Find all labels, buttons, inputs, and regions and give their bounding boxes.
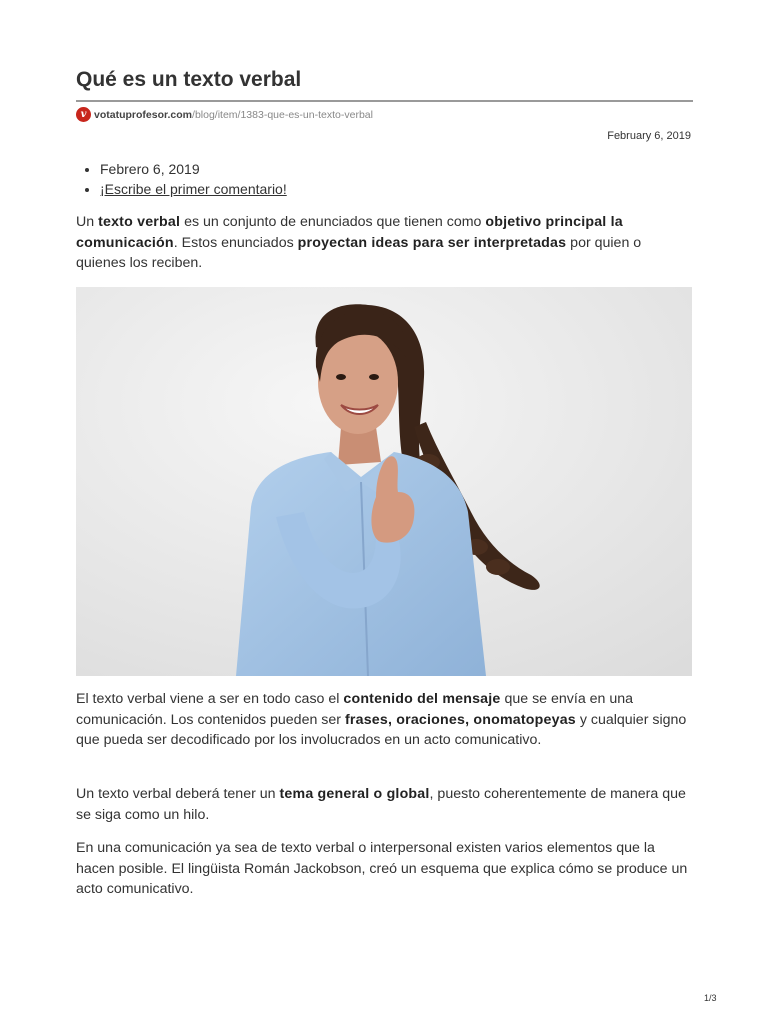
intro-paragraph: [76, 212, 693, 274]
title-divider: [76, 100, 693, 102]
bold-text: objetivo principal la comunicación: [76, 214, 623, 251]
site-logo-icon: v: [76, 107, 91, 122]
paragraph-elements: En una comunicación ya sea de texto verbal o interpersonal existen varios elementos que la hacen posible. El lingüista Román Jackobson, creó un esquema que explica cómo se produce un acto comunicativo.: [76, 840, 688, 897]
text: Un texto verbal deberá tener un: [76, 786, 280, 802]
bold-text: tema general o global: [279, 786, 430, 802]
page-title: Qué es un texto verbal: [76, 68, 302, 91]
text: , puesto coherentemente de manera que se siga como un hilo.: [76, 786, 686, 823]
woman-thumbs-up-illustration: [76, 287, 692, 676]
print-date: February 6, 2019: [607, 130, 691, 142]
page-number: 1/3: [704, 993, 717, 1003]
text: . Estos enunciados: [173, 234, 298, 251]
paragraph-theme: [76, 784, 693, 825]
text: es un conjunto de enunciados que tienen como: [180, 214, 486, 230]
paragraph-content: [76, 689, 693, 751]
bold-text: frases, oraciones, onomatopeyas: [344, 711, 576, 728]
bold-text: texto verbal: [98, 214, 181, 230]
text: El texto verbal viene a ser en todo caso el: [76, 691, 344, 707]
text: que se envía en una comunicación. Los contenidos pueden ser: [76, 691, 634, 728]
text: Un: [76, 214, 99, 230]
comment-link[interactable]: ¡Escribe el primer comentario!: [100, 181, 287, 197]
meta-comment: [100, 179, 287, 199]
article-photo: [76, 287, 692, 676]
text: y cualquier signo que pueda ser decodificado por los involucrados en un acto comunicativo.: [76, 711, 687, 748]
meta-date: [100, 159, 287, 179]
text: por quien o quienes los reciben.: [76, 234, 642, 271]
source-url[interactable]: [76, 107, 373, 122]
meta-date-text: Febrero 6, 2019: [100, 161, 200, 177]
bold-text: proyectan ideas para ser interpretadas: [297, 234, 567, 251]
source-domain: votatuprofesor.com: [94, 108, 193, 121]
article-meta: [100, 159, 287, 199]
source-path: /blog/item/1383-que-es-un-texto-verbal: [192, 108, 373, 121]
bold-text: contenido del mensaje: [343, 691, 501, 707]
